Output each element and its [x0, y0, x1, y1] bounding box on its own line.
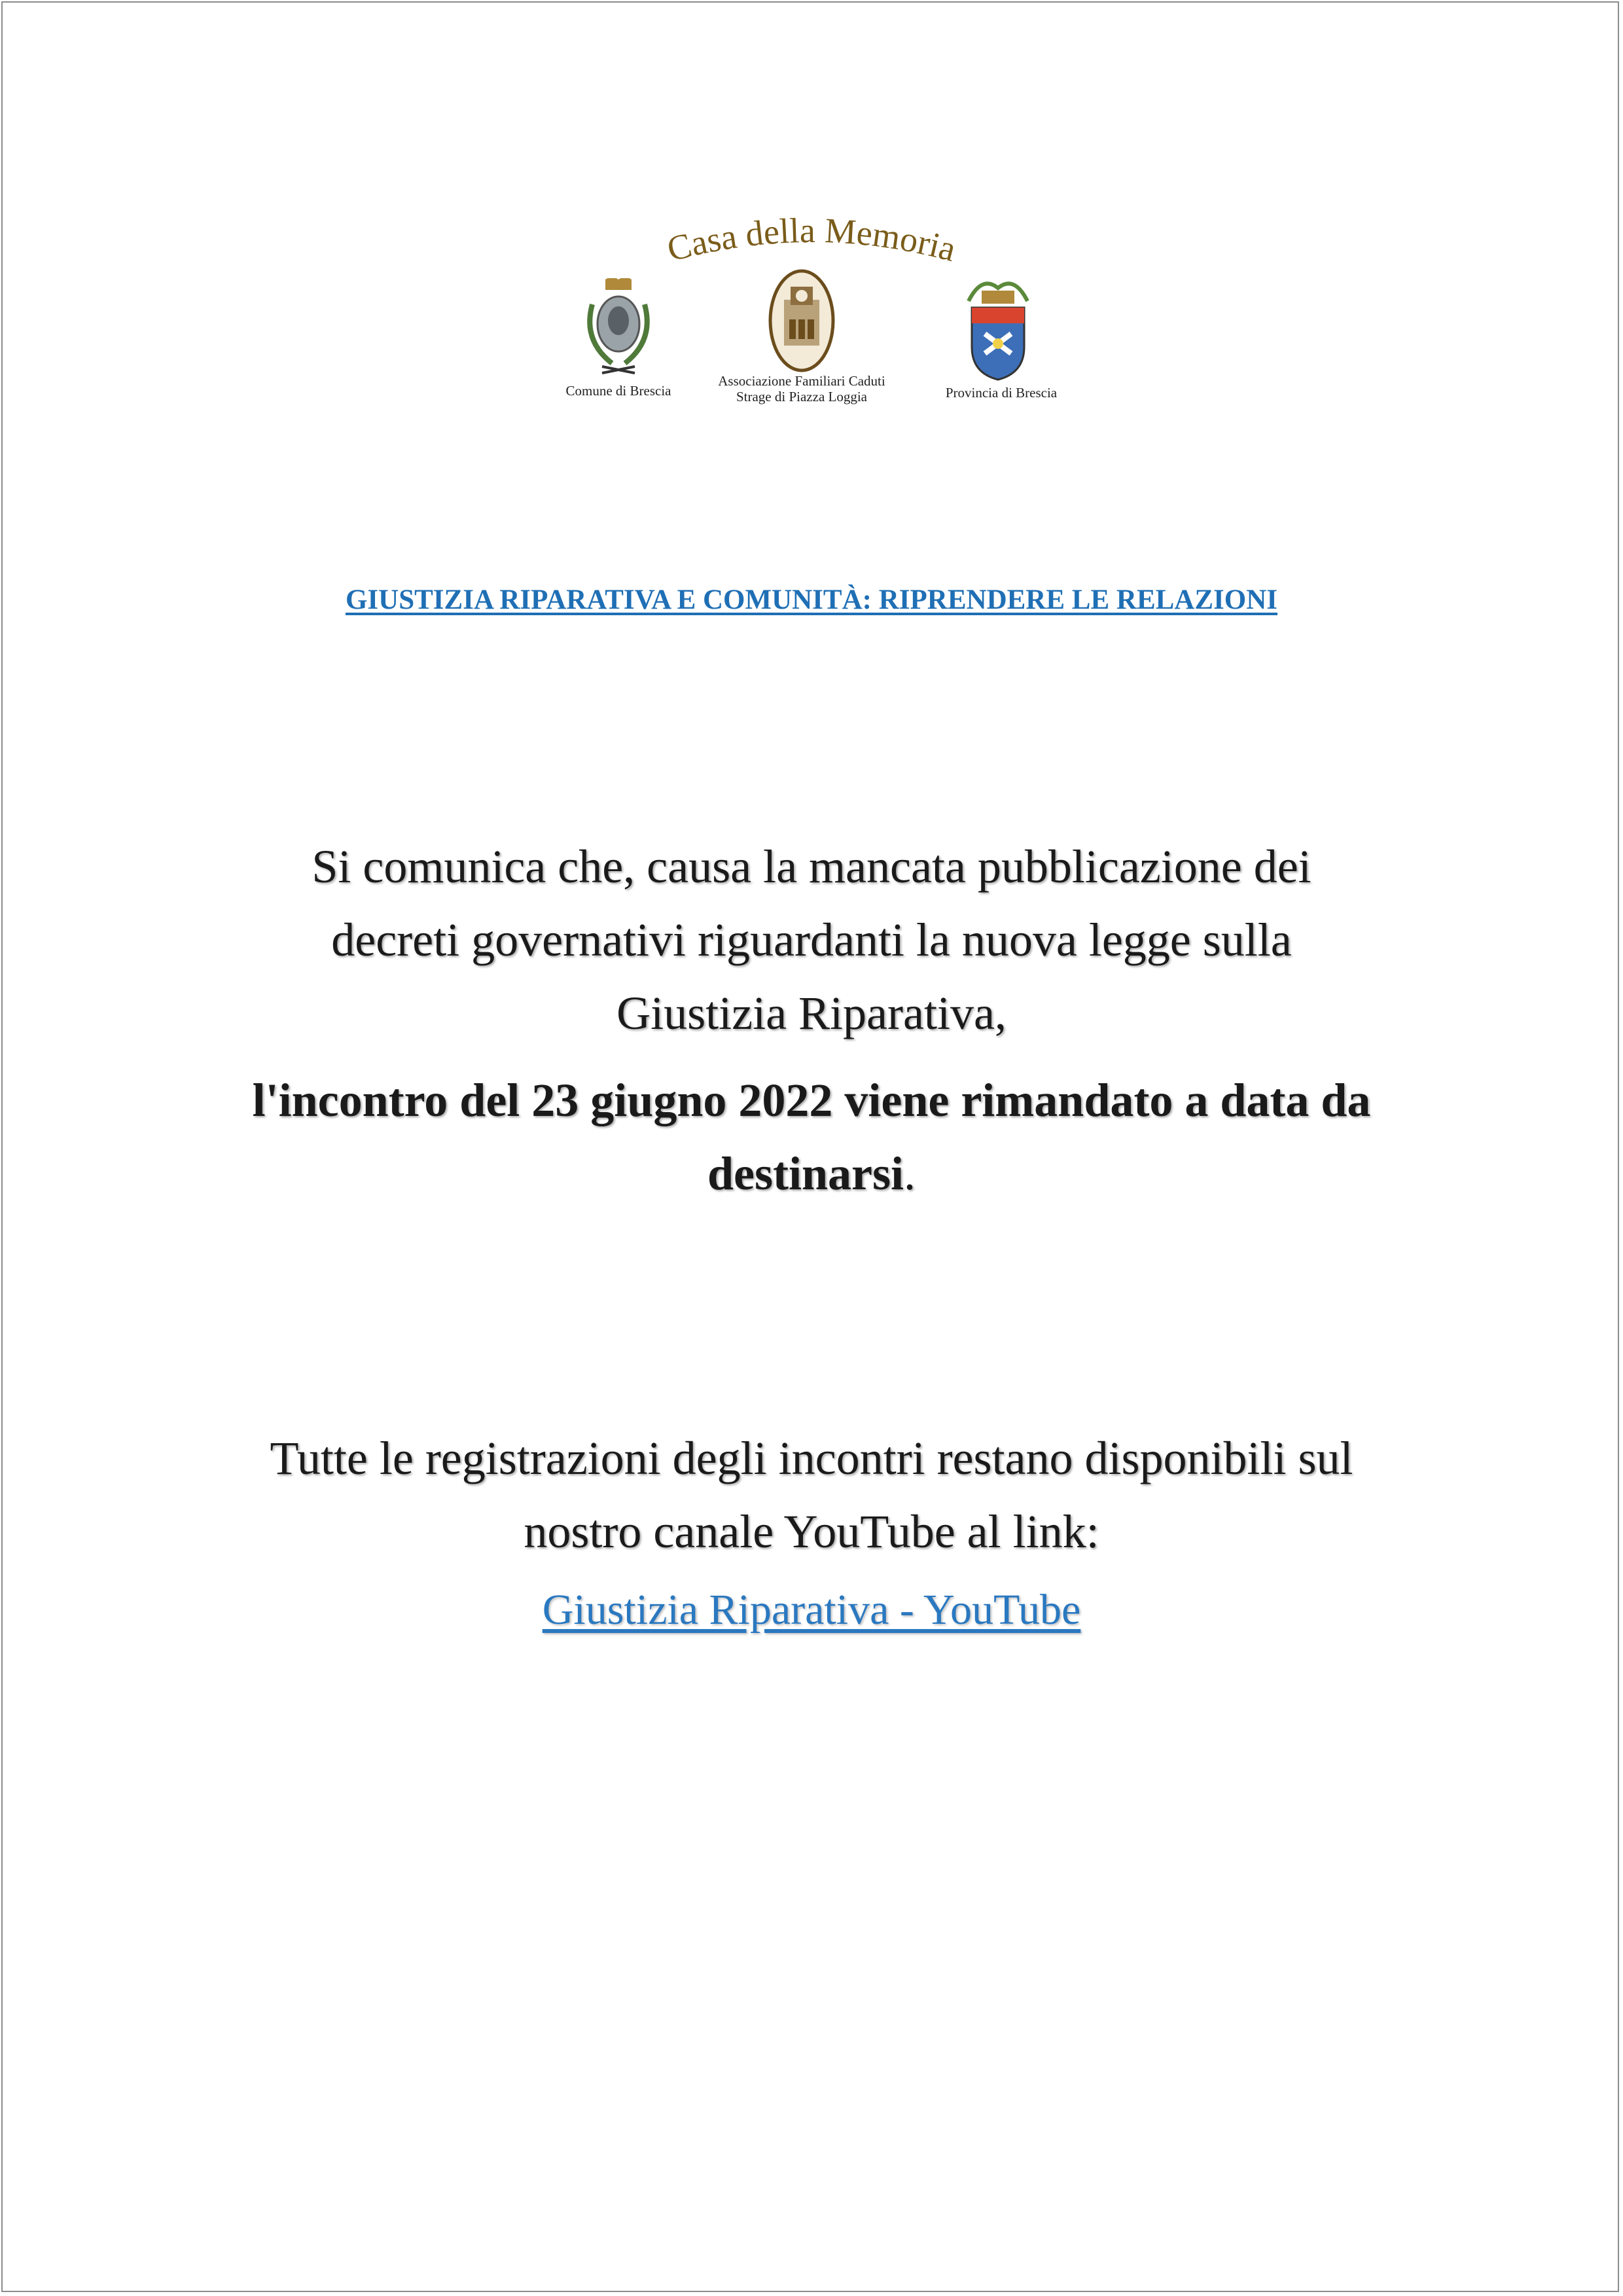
crest-label-associazione-1: Associazione Familiari Caduti — [718, 373, 885, 389]
notice-line: Giustizia Riparativa, — [616, 987, 1007, 1039]
youtube-link[interactable] — [0, 1585, 1623, 1635]
logo-title: Casa della Memoria — [663, 210, 960, 270]
postponement-paragraph — [0, 1064, 1623, 1210]
page-title: GIUSTIZIA RIPARATIVA E COMUNITÀ: RIPRENDERE LE RELAZIONI — [345, 584, 1278, 615]
postponement-line-2 — [0, 1137, 1623, 1210]
youtube-link-text[interactable]: Giustizia Riparativa - YouTube — [542, 1586, 1081, 1634]
postponement-line-1: l'incontro del 23 giugno 2022 viene rimandato a data da — [252, 1074, 1371, 1126]
svg-text:Casa della Memoria — [663, 211, 959, 269]
recordings-line: Tutte le registrazioni degli incontri restano disponibili sul — [270, 1432, 1353, 1484]
provincia-di-brescia-crest-icon — [955, 275, 1041, 383]
logo-header — [550, 209, 1073, 419]
postponement-line-2-text: destinarsi — [707, 1147, 904, 1200]
comune-di-brescia-crest-icon — [576, 278, 661, 376]
crest-label-provincia: Provincia di Brescia — [945, 385, 1058, 401]
postponement-line-2-suffix: . — [904, 1147, 916, 1200]
associazione-crest-icon — [766, 267, 838, 375]
notice-line: decreti governativi riguardanti la nuova legge sulla — [331, 914, 1292, 966]
recordings-line: nostro canale YouTube al link: — [524, 1505, 1099, 1558]
notice-line: Si comunica che, causa la mancata pubblicazione dei — [312, 840, 1311, 893]
crest-label-associazione-2: Strage di Piazza Loggia — [736, 389, 867, 404]
crest-label-comune: Comune di Brescia — [565, 383, 671, 399]
notice-paragraph — [0, 830, 1623, 1050]
recordings-paragraph — [0, 1422, 1623, 1568]
